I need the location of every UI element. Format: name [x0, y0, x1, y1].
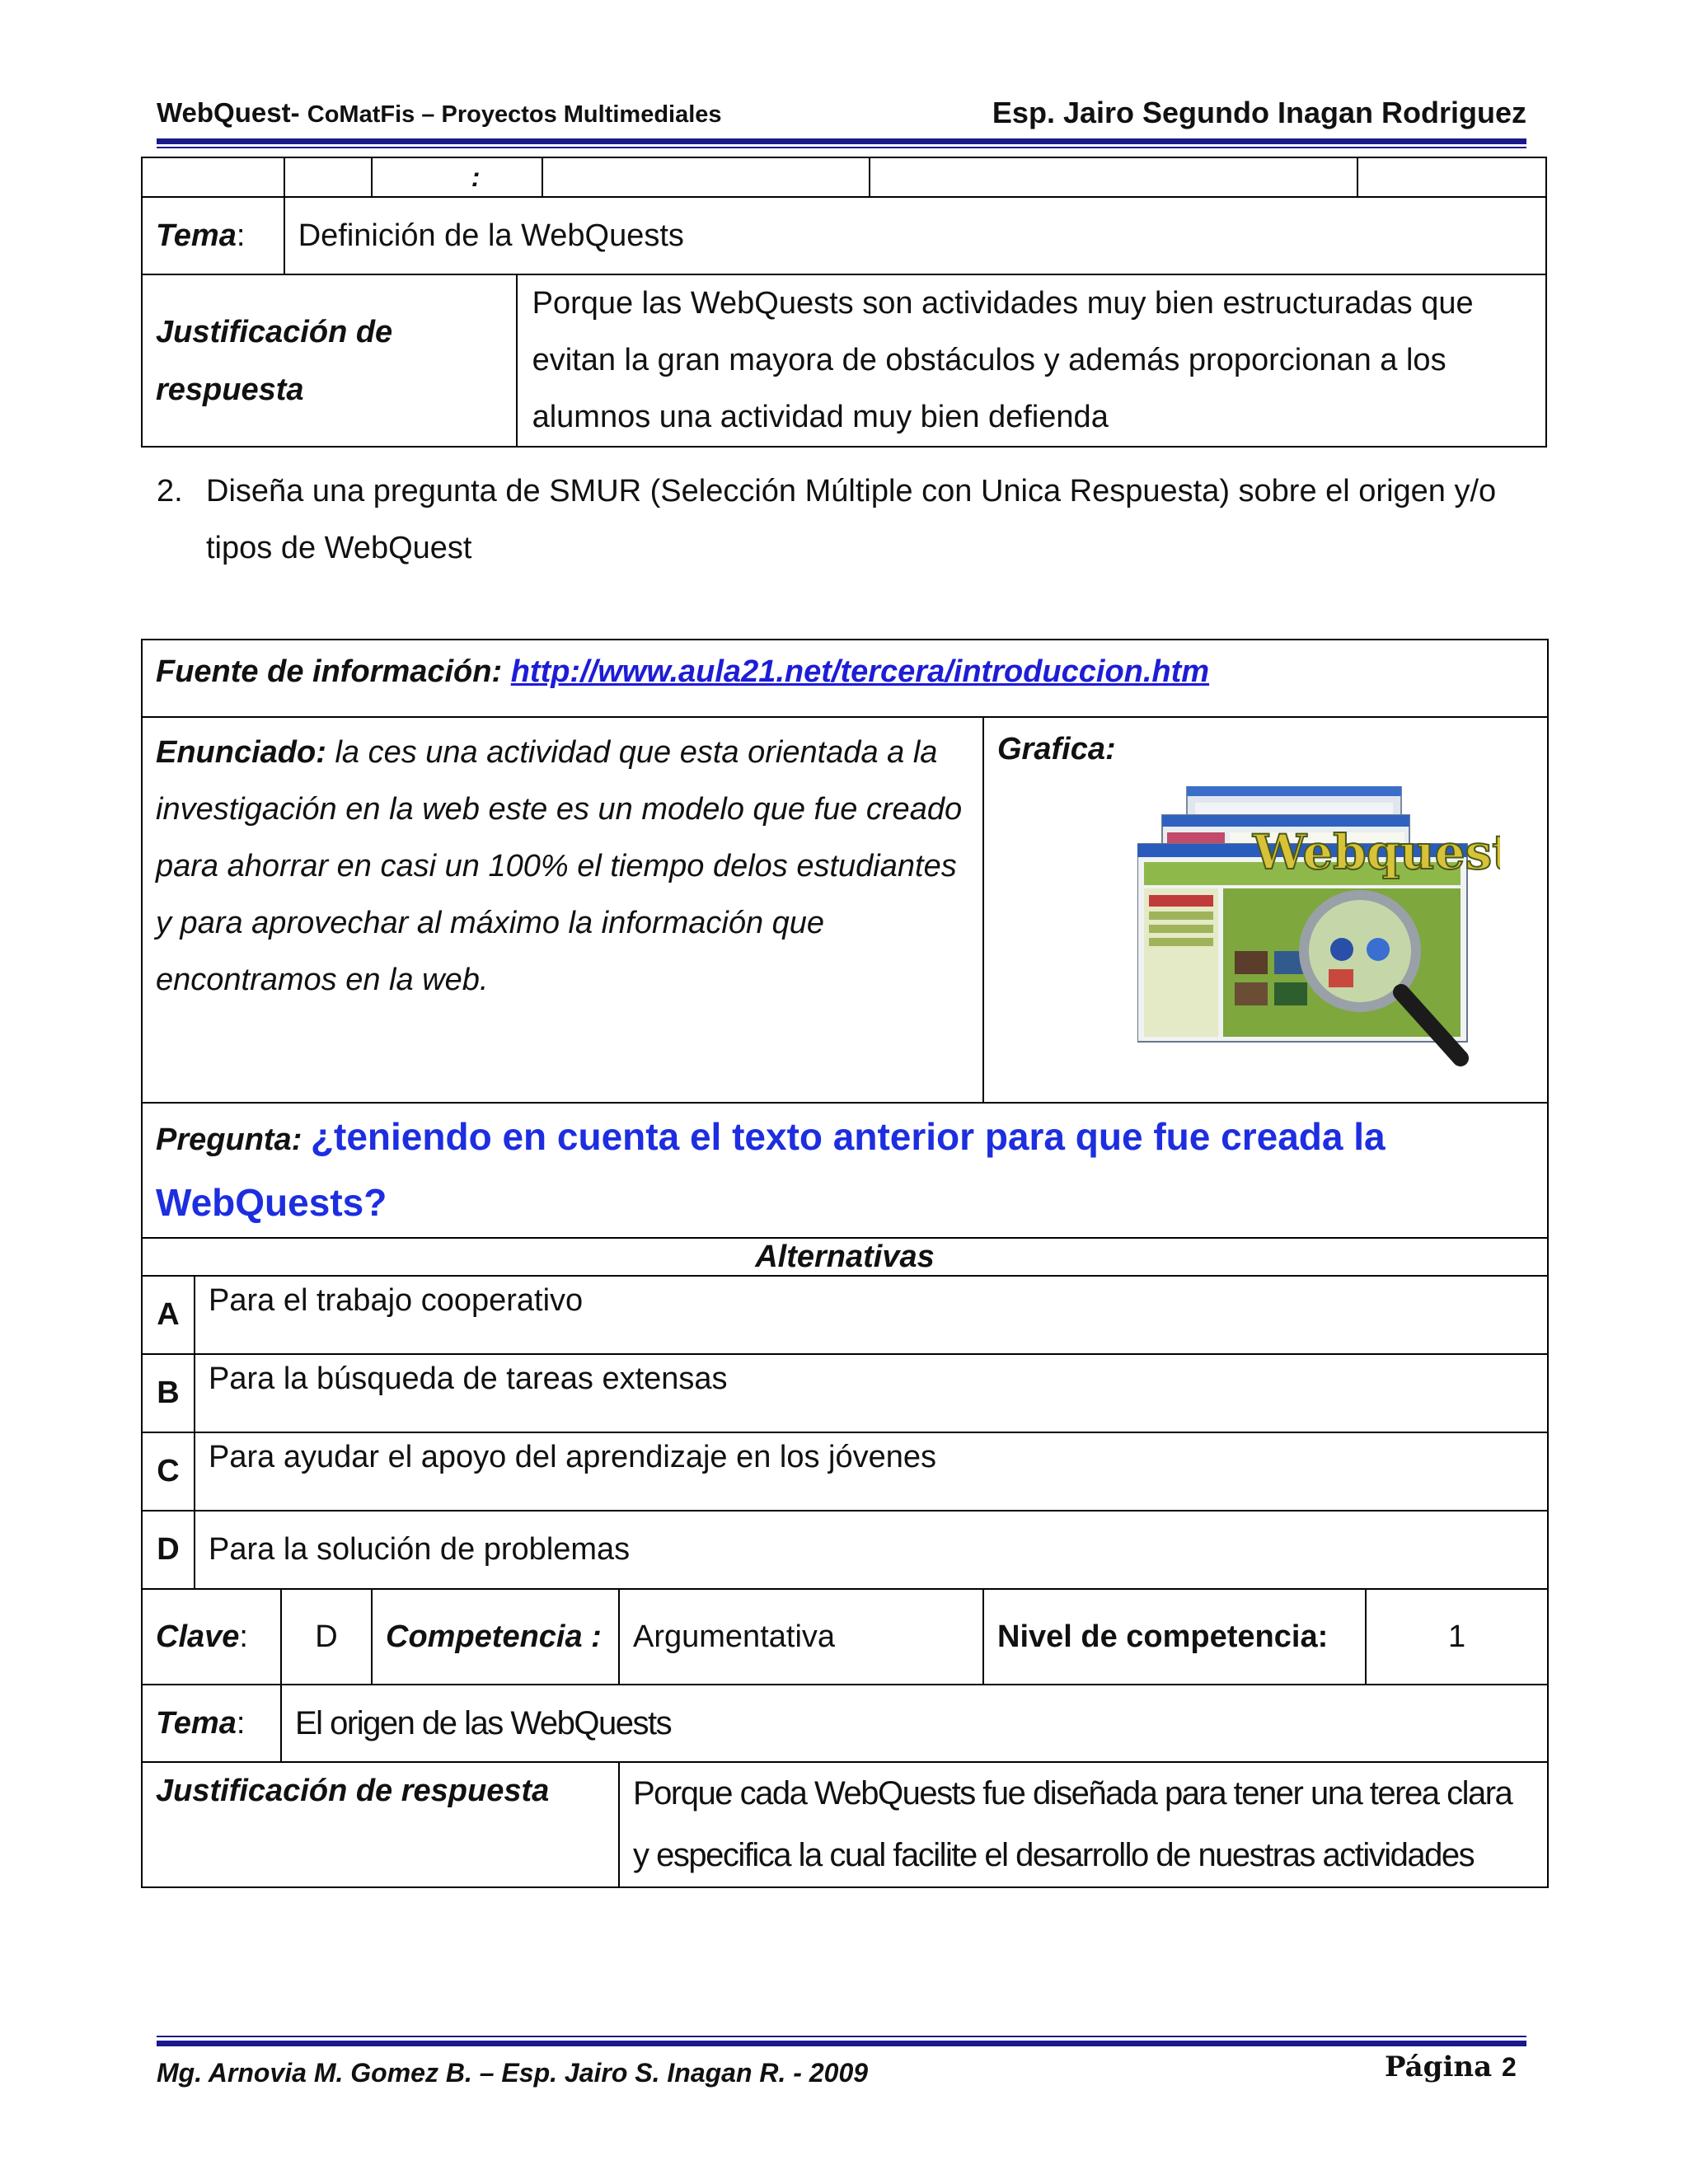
justificacion-label: Justificación de respuesta [142, 274, 517, 447]
competencia-label: Competencia : [372, 1589, 619, 1685]
clave-colon: : [239, 1619, 248, 1654]
cell-colon: : [372, 157, 543, 197]
fuente-link[interactable]: http://www.aula21.net/tercera/introduccion.htm [510, 654, 1210, 689]
footer-page [1385, 2050, 1517, 2083]
alternative-text-c: Para ayudar el apoyo del aprendizaje en los jóvenes [195, 1432, 1548, 1511]
alternative-text-b: Para la búsqueda de tareas extensas [195, 1354, 1548, 1432]
tema-label: Tema [156, 218, 237, 253]
footer-rule-thin [157, 2036, 1526, 2037]
justificacion-label-2: Justificación de respuesta [142, 1762, 619, 1887]
grafica-cell [983, 717, 1548, 1103]
justificacion-value: Porque las WebQuests son actividades muy bien estructuradas que evitan la gran mayora de obstáculos y además proporcionan a los alumnos una actividad muy bien defienda [517, 274, 1546, 447]
tema-colon-2: : [236, 1705, 246, 1741]
header-rule-thin [157, 147, 1526, 148]
clave-value: D [281, 1589, 372, 1685]
tema-value: Definición de la WebQuests [284, 197, 1546, 274]
item-text: Diseña una pregunta de SMUR (Selección Múltiple con Unica Respuesta) sobre el origen y/o tipos de WebQuest [206, 474, 1497, 565]
cell-empty [142, 157, 284, 197]
page-label: Página [1385, 2050, 1493, 2083]
webquest-image [1137, 786, 1500, 1083]
page-number: 2 [1501, 2052, 1517, 2082]
grafica-label: Grafica: [997, 732, 1116, 766]
alternative-text-a: Para el trabajo cooperativo [195, 1276, 1548, 1354]
tema-label-2: Tema [156, 1705, 237, 1741]
fuente-cell [142, 640, 1548, 717]
alternative-letter-c: C [142, 1432, 195, 1511]
enunciado-text: la ces una actividad que esta orientada a la investigación en la web este es un modelo que fue creado para ahorrar en casi un 100% el tiempo delos estudiantes y para aprovechar al máximo la información que encontramos en la web. [156, 735, 963, 997]
cell-empty [1357, 157, 1546, 197]
fuente-label: Fuente de información: [156, 654, 503, 689]
header-author: Esp. Jairo Segundo Inagan Rodriguez [992, 96, 1526, 129]
pregunta-text: ¿teniendo en cuenta el texto anterior para que fue creada la WebQuests? [156, 1115, 1386, 1224]
alternative-letter-d: D [142, 1511, 195, 1589]
header-webquest-label: WebQuest- [157, 97, 300, 128]
tema-label-cell-2 [142, 1685, 281, 1762]
clave-label-cell [142, 1589, 281, 1685]
cell-empty [870, 157, 1357, 197]
pregunta-cell [142, 1103, 1548, 1238]
tema-label-cell [142, 197, 284, 274]
cell-empty [284, 157, 372, 197]
justificacion-value-2: Porque cada WebQuests fue diseñada para tener una terea clara y especifica la cual facilite el desarrollo de nuestras actividades [619, 1762, 1548, 1887]
enunciado-cell [142, 717, 983, 1103]
previous-question-table [141, 157, 1547, 448]
competencia-value: Argumentativa [619, 1589, 983, 1685]
graphic-title: Webquest [1253, 824, 1500, 880]
clave-label: Clave [156, 1619, 240, 1654]
smur-question-table [141, 639, 1549, 1888]
cell-empty [542, 157, 869, 197]
alternativas-header: Alternativas [142, 1238, 1548, 1276]
footer-authors: Mg. Arnovia M. Gomez B. – Esp. Jairo S. Inagan R. - 2009 [157, 2058, 869, 2088]
nivel-value: 1 [1366, 1589, 1548, 1685]
nivel-label: Nivel de competencia: [983, 1589, 1366, 1685]
header-course-subtitle: CoMatFis – Proyectos Multimediales [307, 101, 722, 128]
enunciado-label: Enunciado: [156, 735, 326, 770]
alternative-text-d: Para la solución de problemas [195, 1511, 1548, 1589]
alternative-letter-b: B [142, 1354, 195, 1432]
webquest-illustration [1137, 786, 1500, 1083]
footer-rule-thick [157, 2041, 1526, 2046]
header-rule-thick [157, 138, 1526, 144]
tema-value-2: El origen de las WebQuests [281, 1685, 1548, 1762]
header-course-title [157, 97, 722, 129]
pregunta-label: Pregunta: [156, 1122, 302, 1157]
item-number: 2. [157, 474, 183, 509]
alternative-letter-a: A [142, 1276, 195, 1354]
page-header [157, 97, 1526, 140]
tema-colon: : [236, 218, 246, 253]
